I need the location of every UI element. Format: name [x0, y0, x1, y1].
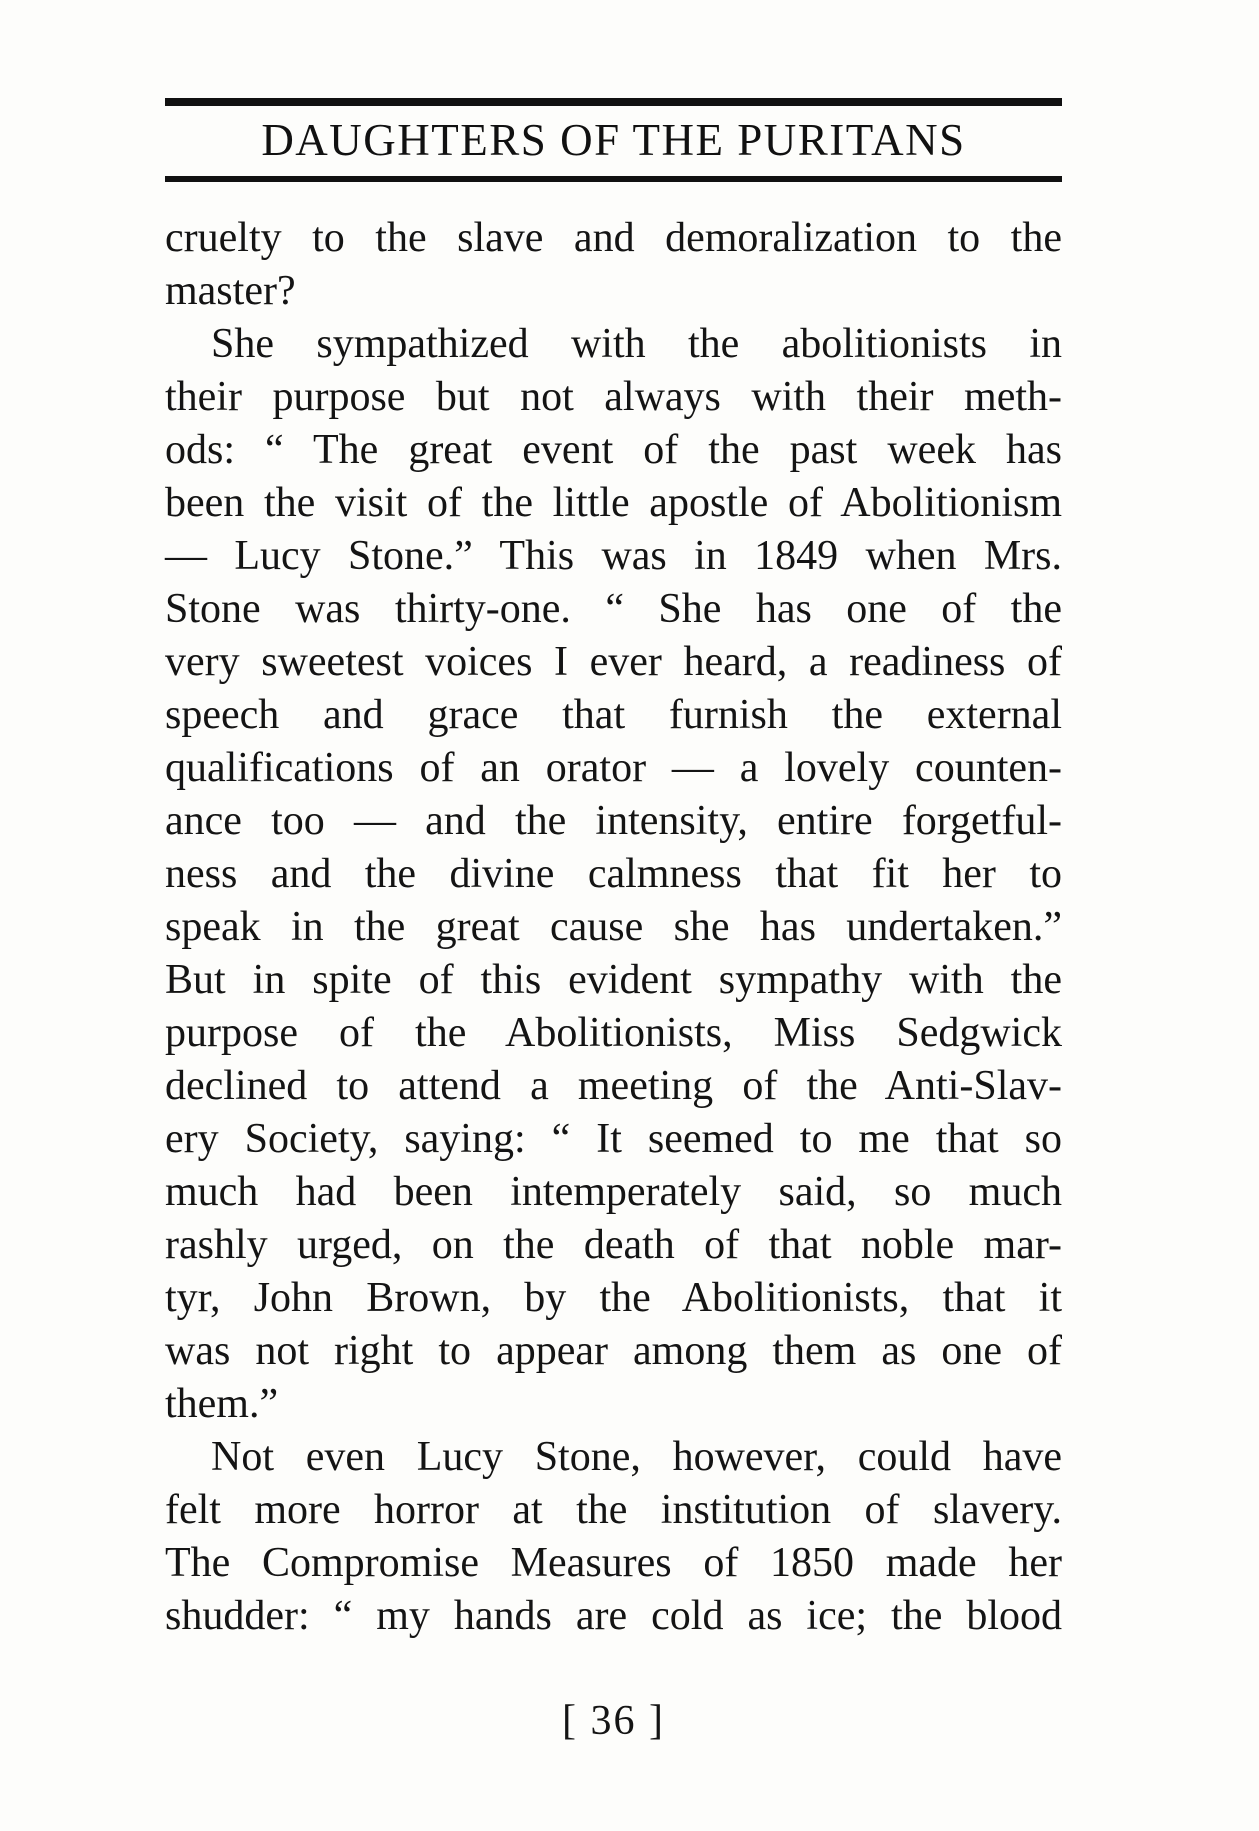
text-line: Stone was thirty-one. “ She has one of the [165, 586, 1062, 632]
text-line: qualifications of an orator — a lovely counten- [165, 745, 1062, 791]
text-line: rashly urged, on the death of that noble mar- [165, 1222, 1062, 1268]
text-line: tyr, John Brown, by the Abolitionists, that it [165, 1275, 1062, 1321]
header-rule-top [165, 98, 1062, 106]
text-line: ance too — and the intensity, entire forgetful- [165, 798, 1062, 844]
text-line: very sweetest voices I ever heard, a readiness of [165, 639, 1062, 685]
text-line: shudder: “ my hands are cold as ice; the blood [165, 1593, 1062, 1639]
running-title: DAUGHTERS OF THE PURITANS [261, 115, 966, 165]
text-line: ness and the divine calmness that fit her to [165, 851, 1062, 897]
body-text [165, 212, 1062, 1643]
text-line: cruelty to the slave and demoralization to the [165, 215, 1062, 261]
text-line: their purpose but not always with their meth- [165, 374, 1062, 420]
text-line: Not even Lucy Stone, however, could have [211, 1434, 1062, 1480]
text-line: felt more horror at the institution of slavery. [165, 1487, 1062, 1533]
header-rule-bottom [165, 176, 1062, 182]
text-line: much had been intemperately said, so much [165, 1169, 1062, 1215]
text-line: was not right to appear among them as one of [165, 1328, 1062, 1374]
text-line: speak in the great cause she has undertaken.” [165, 904, 1062, 950]
text-line: ods: “ The great event of the past week has [165, 427, 1062, 473]
text-line: been the visit of the little apostle of Abolitionism [165, 480, 1062, 526]
text-line: them.” [165, 1381, 279, 1427]
text-line: master? [165, 268, 296, 314]
text-line: She sympathized with the abolitionists in [211, 321, 1062, 367]
text-line: The Compromise Measures of 1850 made her [165, 1540, 1062, 1586]
text-line: ery Society, saying: “ It seemed to me that so [165, 1116, 1062, 1162]
text-line: — Lucy Stone.” This was in 1849 when Mrs. [165, 533, 1062, 579]
text-line: declined to attend a meeting of the Anti-Slav- [165, 1063, 1062, 1109]
text-line: purpose of the Abolitionists, Miss Sedgwick [165, 1010, 1062, 1056]
text-line: But in spite of this evident sympathy with the [165, 957, 1062, 1003]
text-line: speech and grace that furnish the external [165, 692, 1062, 738]
page-number: [ 36 ] [562, 1698, 665, 1744]
